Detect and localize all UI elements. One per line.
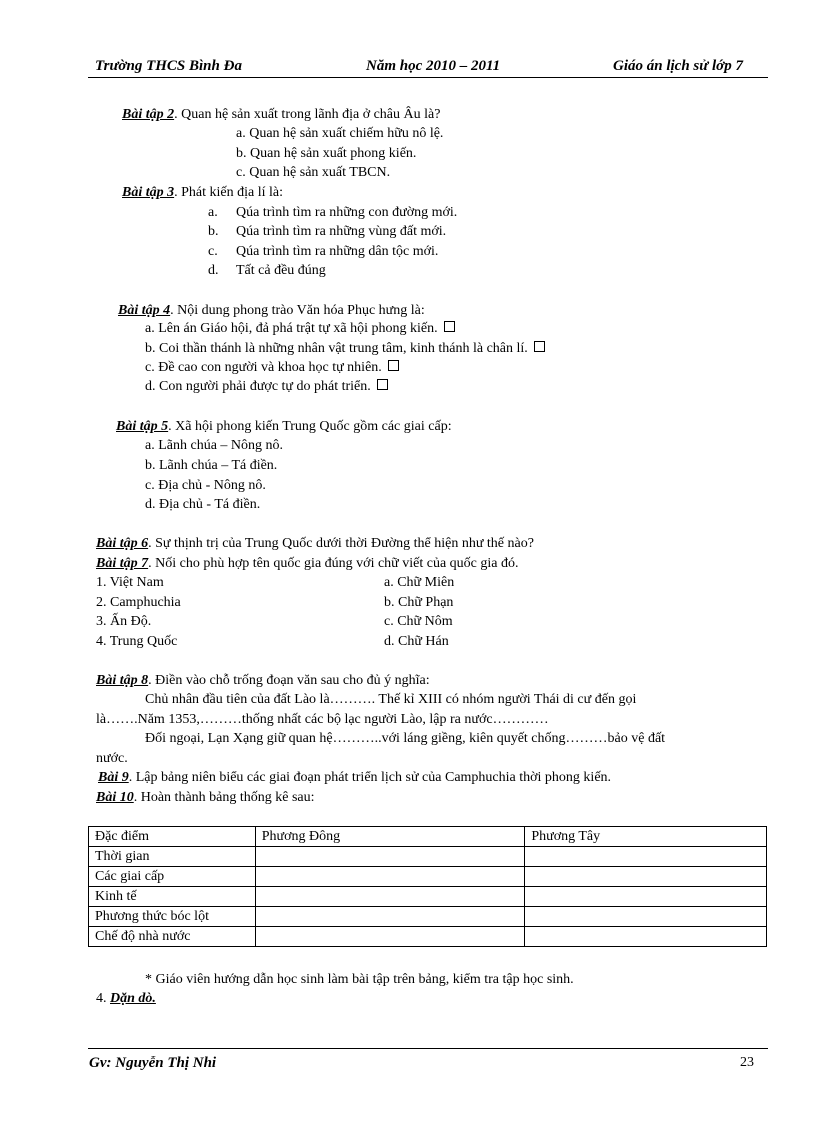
checkbox-b[interactable] — [534, 341, 545, 352]
exercise-7-right-c: c. Chữ Nôm — [384, 614, 453, 629]
exercise-4-question: Bài tập 4. Nội dung phong trào Văn hóa Phục hưng là: — [118, 303, 425, 318]
exercise-2-option-a: a. Quan hệ sản xuất chiếm hữu nô lệ. — [236, 126, 444, 141]
teacher-note: * Giáo viên hướng dẫn học sinh làm bài tập trên bảng, kiểm tra tập học sinh. — [145, 972, 574, 987]
exercise-7-question: Bài tập 7. Nối cho phù hợp tên quốc gia đúng với chữ viết của quốc gia đó. — [96, 556, 519, 571]
table-row-label: Chế độ nhà nước — [89, 927, 256, 947]
exercise-7-left-1: 1. Việt Nam — [96, 575, 164, 590]
table-cell[interactable] — [525, 907, 767, 927]
exercise-8-label: Bài tập 8 — [96, 673, 149, 688]
exercise-3-question: Bài tập 3. Phát kiến địa lí là: — [122, 185, 283, 200]
exercise-4-option-b: b. Coi thần thánh là những nhân vật trung tâm, kinh thánh là chân lí. — [145, 340, 545, 358]
table-cell[interactable] — [255, 927, 525, 947]
table-cell[interactable] — [525, 887, 767, 907]
table-header-cell: Phương Đông — [255, 827, 525, 847]
exercise-8-line-3: Đối ngoại, Lạn Xạng giữ quan hệ………..với láng giềng, kiên quyết chống………bảo vệ đất — [145, 731, 666, 746]
exercise-3-option-a: Qúa trình tìm ra những con đường mới. — [236, 205, 458, 220]
table-cell[interactable] — [255, 847, 525, 867]
exercise-2-question: Bài tập 2. Quan hệ sản xuất trong lãnh địa ở châu Âu là? — [122, 107, 441, 122]
table-row — [89, 887, 767, 907]
table-cell[interactable] — [255, 907, 525, 927]
exercise-10-question: Bài 10. Hoàn thành bảng thống kê sau: — [96, 790, 315, 805]
exercise-8-question: Bài tập 8. Điền vào chỗ trống đoạn văn sau cho đủ ý nghĩa: — [96, 673, 430, 688]
exercise-7-right-d: d. Chữ Hán — [384, 634, 449, 649]
exercise-4-option-a: a. Lên án Giáo hội, đả phá trật tự xã hội phong kiến. — [145, 320, 455, 338]
exercise-5-question: Bài tập 5. Xã hội phong kiến Trung Quốc gồm các giai cấp: — [116, 419, 452, 434]
exercise-9-question: Bài 9. Lập bảng niên biểu các giai đoạn phát triển lịch sử của Camphuchia thời phong kiến. — [98, 770, 612, 785]
table-cell[interactable] — [255, 867, 525, 887]
table-cell[interactable] — [255, 887, 525, 907]
exercise-9-label: Bài 9 — [98, 770, 129, 785]
exercise-5-option-b: b. Lãnh chúa – Tá điền. — [145, 458, 278, 473]
exercise-5-option-d: d. Địa chủ - Tá điền. — [145, 497, 261, 512]
exercise-2-label: Bài tập 2 — [122, 107, 175, 122]
checkbox-d[interactable] — [377, 379, 388, 390]
exercise-7-right-a: a. Chữ Miên — [384, 575, 455, 590]
table-row — [89, 907, 767, 927]
header-school: Trường THCS Bình Đa — [95, 58, 242, 74]
exercise-8-line-4: nước. — [96, 751, 128, 766]
footer-rule — [88, 1048, 768, 1049]
header-subject: Giáo án lịch sử lớp 7 — [613, 58, 743, 74]
table-header-row — [89, 827, 767, 847]
exercise-7-left-3: 3. Ấn Độ. — [96, 614, 152, 629]
exercise-3-option-d: Tất cả đều đúng — [236, 263, 326, 278]
exercise-10-label: Bài 10 — [96, 790, 134, 805]
exercise-3-letter-d: d. — [208, 263, 219, 278]
exercise-3-label: Bài tập 3 — [122, 185, 175, 200]
exercise-2-option-b: b. Quan hệ sản xuất phong kiến. — [236, 146, 417, 161]
exercise-8-line-1: Chủ nhân đầu tiên của đất Lào là………. Thế kỉ XIII có nhóm người Thái di cư đến gọi — [145, 692, 637, 707]
exercise-5-label: Bài tập 5 — [116, 419, 169, 434]
table-row-label: Kinh tế — [89, 887, 256, 907]
checkbox-a[interactable] — [444, 321, 455, 332]
table-row-label: Các giai cấp — [89, 867, 256, 887]
table-header-cell: Đặc điểm — [89, 827, 256, 847]
table-row-label: Thời gian — [89, 847, 256, 867]
footer-teacher: Gv: Nguyễn Thị Nhi — [89, 1055, 217, 1071]
table-row — [89, 867, 767, 887]
table-cell[interactable] — [525, 867, 767, 887]
table-header-cell: Phương Tây — [525, 827, 767, 847]
exercise-4-option-c: c. Đề cao con người và khoa học tự nhiên. — [145, 359, 399, 377]
exercise-7-label: Bài tập 7 — [96, 556, 149, 571]
exercise-2-option-c: c. Quan hệ sản xuất TBCN. — [236, 165, 391, 180]
section-4-heading: 4. Dặn dò. — [96, 991, 156, 1006]
exercise-7-left-2: 2. Camphuchia — [96, 595, 181, 610]
header-rule — [88, 77, 768, 78]
table-cell[interactable] — [525, 927, 767, 947]
exercise-8-line-2: là…….Năm 1353,………thống nhất các bộ lạc người Lào, lập ra nước………… — [96, 712, 549, 727]
exercise-5-option-a: a. Lãnh chúa – Nông nô. — [145, 438, 284, 453]
checkbox-c[interactable] — [388, 360, 399, 371]
exercise-4-option-d: d. Con người phải được tự do phát triển. — [145, 378, 388, 396]
table-row — [89, 927, 767, 947]
statistics-table — [88, 826, 767, 947]
exercise-6-label: Bài tập 6 — [96, 536, 149, 551]
table-row-label: Phương thức bóc lột — [89, 907, 256, 927]
table-cell[interactable] — [525, 847, 767, 867]
section-4-title: Dặn dò. — [110, 991, 156, 1006]
exercise-4-label: Bài tập 4 — [118, 303, 171, 318]
exercise-7-left-4: 4. Trung Quốc — [96, 634, 178, 649]
exercise-3-option-c: Qúa trình tìm ra những dân tộc mới. — [236, 244, 439, 259]
exercise-3-letter-c: c. — [208, 244, 218, 259]
exercise-7-right-b: b. Chữ Phạn — [384, 595, 454, 610]
exercise-6-question: Bài tập 6. Sự thịnh trị của Trung Quốc dưới thời Đường thể hiện như thế nào? — [96, 536, 534, 551]
table-row — [89, 847, 767, 867]
exercise-3-letter-a: a. — [208, 205, 218, 220]
exercise-3-letter-b: b. — [208, 224, 219, 239]
exercise-3-option-b: Qúa trình tìm ra những vùng đất mới. — [236, 224, 447, 239]
exercise-5-option-c: c. Địa chủ - Nông nô. — [145, 478, 266, 493]
page-number: 23 — [740, 1055, 754, 1070]
header-year: Năm học 2010 – 2011 — [366, 58, 501, 74]
